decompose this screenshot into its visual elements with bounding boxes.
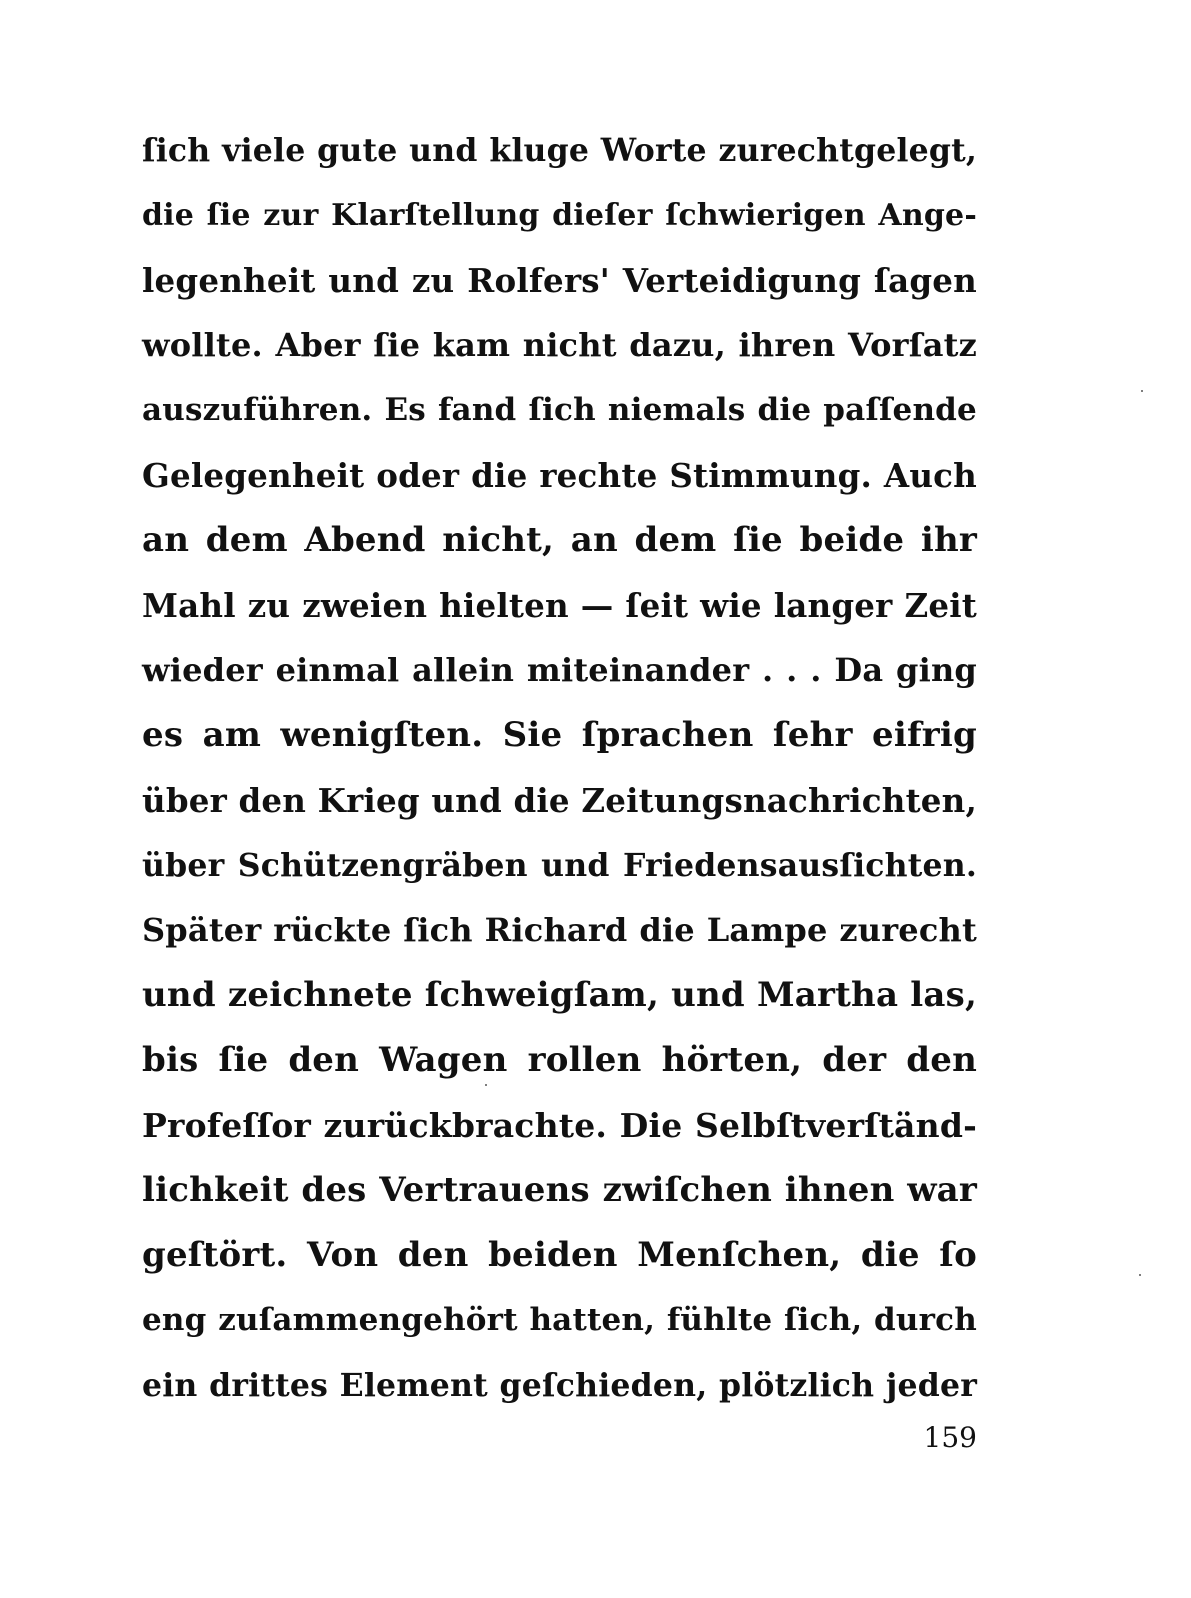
scan-speck [485, 1084, 487, 1086]
text-line-6: Gelegenheit oder die rechte Stimmung. Auch [142, 456, 977, 495]
body-text [142, 118, 977, 1418]
scan-speck [1141, 390, 1143, 392]
text-line-12: über Schützengräben und Friedensausſichten. [142, 847, 977, 884]
text-line-19: eng zuſammengehört hatten, fühlte ſich, durch [142, 1302, 977, 1338]
text-line-16: Profeſſor zurückbrachte. Die Selbſtverſtänd- [142, 1106, 977, 1145]
text-line-9: wieder einmal allein miteinander . . . Da ging [142, 651, 977, 689]
text-line-8: Mahl zu zweien hielten — ſeit wie langer Zeit [142, 586, 977, 625]
text-line-1: ſich viele gute und kluge Worte zurechtgelegt, [142, 132, 977, 169]
text-line-4: wollte. Aber ſie kam nicht dazu, ihren Vorſatz [142, 326, 977, 364]
text-line-2: die ſie zur Klarſtellung dieſer ſchwierigen Ange- [142, 198, 977, 233]
text-line-11: über den Krieg und die Zeitungsnachrichten, [142, 781, 977, 820]
text-line-7: an dem Abend nicht, an dem ſie beide ihr [142, 520, 977, 560]
text-line-17: lichkeit des Vertrauens zwiſchen ihnen war [142, 1170, 977, 1210]
text-line-18: geſtört. Von den beiden Menſchen, die ſo [142, 1235, 977, 1275]
text-line-20: ein drittes Element geſchieden, plötzlich jeder [142, 1367, 977, 1404]
text-line-10: es am wenigſten. Sie ſprachen ſehr eifrig [142, 715, 977, 755]
text-line-13: Später rückte ſich Richard die Lampe zurecht [142, 911, 977, 949]
text-line-15: bis ſie den Wagen rollen hörten, der den [142, 1040, 977, 1080]
text-line-3: legenheit und zu Rolfers' Verteidigung ſagen [142, 261, 977, 300]
text-line-14: und zeichnete ſchweigſam, und Martha las, [142, 975, 977, 1015]
text-line-5: auszuführen. Es fand ſich niemals die paſſende [142, 392, 977, 428]
scan-speck [1139, 1274, 1141, 1276]
page-number: 159 [923, 1421, 977, 1454]
